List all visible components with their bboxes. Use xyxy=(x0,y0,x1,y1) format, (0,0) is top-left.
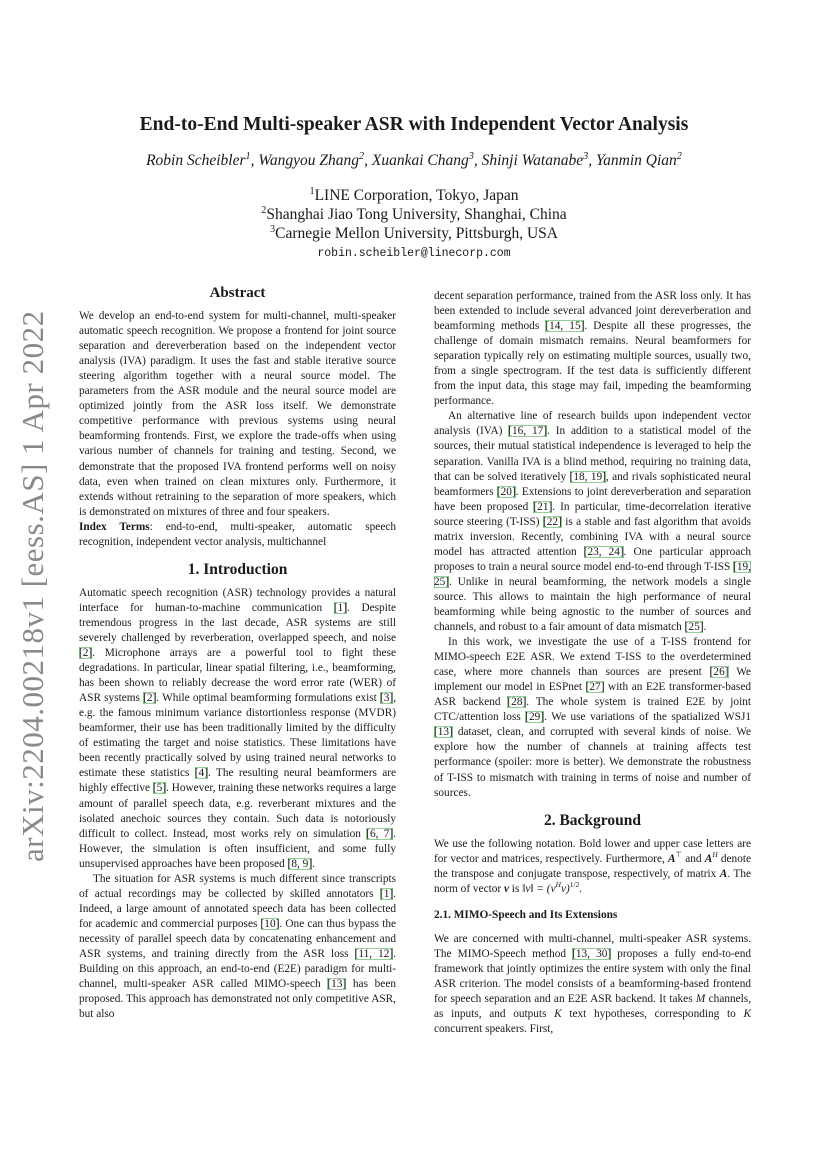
citation-link[interactable]: [16, 17] xyxy=(508,425,548,438)
contact-email: robin.scheibler@linecorp.com xyxy=(317,247,511,260)
citation-link[interactable]: [29] xyxy=(525,711,545,724)
citation-link[interactable]: [25] xyxy=(684,621,704,634)
citation-link[interactable]: [1] xyxy=(333,601,348,614)
author-name: Wangyou Zhang xyxy=(258,152,360,169)
subsection-heading-mimo-speech: 2.1. MIMO-Speech and Its Extensions xyxy=(434,908,618,921)
affiliation-line: $^3$Carnegie Mellon University, Pittsburgh, USA xyxy=(270,223,558,242)
citation-link[interactable]: [10] xyxy=(260,917,280,930)
right-column xyxy=(434,289,751,1037)
citation-link[interactable]: [4] xyxy=(194,767,208,780)
citation-link[interactable]: [27] xyxy=(585,681,605,694)
citation-link[interactable]: [5] xyxy=(152,782,167,795)
intro-paragraph-2: The situation for ASR systems is much different since transcripts of actual recordings may be collected by skilled annotators [1]. Indeed, a large amount of annotated speech data has been collected for academic and commercial purposes [10]. One can thus bypass the necessity of parallel speech data by concatenating enhancement and ASR systems, and training directly from the ASR loss [11, 12]. Building on this approach, an end-to-end (E2E) paradigm for multi-channel, multi-speaker ASR called MIMO-speech [13] has been proposed. This approach has demonstrated not only competitive ASR, but also xyxy=(79,872,397,1021)
citation-link[interactable]: [21] xyxy=(533,500,553,513)
citation-link[interactable]: [18, 19] xyxy=(569,470,606,483)
citation-link[interactable]: [23, 24] xyxy=(583,545,624,558)
section-heading-background: 2. Background xyxy=(543,811,642,829)
author-name: Robin Scheibler xyxy=(146,152,246,169)
author-name: Shinji Watanabe xyxy=(481,152,584,169)
author-affiliation-mark: 2 xyxy=(676,150,682,162)
index-terms xyxy=(79,520,396,550)
citation-link[interactable]: [26] xyxy=(709,666,729,679)
author-name: Xuankai Chang xyxy=(371,152,469,169)
arxiv-sidebar-stamp: arXiv:2204.00218v1 [eess.AS] 1 Apr 2022 xyxy=(15,310,50,862)
author-affiliation-mark: 2 xyxy=(359,150,365,162)
citation-link[interactable]: [13] xyxy=(327,978,347,991)
index-terms-list: : end-to-end, multi-speaker, automatic speech recognition, independent vector analysis, multichannel xyxy=(79,520,396,548)
intro-paragraph-1: Automatic speech recognition (ASR) technology provides a natural interface for human-to-machine communication [1]. Despite tremendous progress in the last decade, ASR systems are still severely challenged by reverberation, overlapped speech, and noise [2]. Microphone arrays are a powerful tool to fight these degradations. In particular, linear spatial filtering, i.e., beamforming, has been shown to reliably decrease the word error rate (WER) of ASR systems [2]. While optimal beamforming formulations exist [3], e.g. the famous minimum variance distortionless response (MVDR) beamformer, their use has been traditionally limited by the difficulty of estimating the target and noise statistics. These limitations have been recently practically solved by using trained neural networks to estimate these statistics [4]. The resulting neural beamformers are highly effective [5]. However, training these networks requires a large amount of parallel speech data, e.g. reverberant mixtures and the isolated anechoic sources they contain. Such data is notoriously difficult to collect. Instead, most works rely on simulation [6, 7]. However, the simulation is often insufficient, and some fully unsupervised approaches have been proposed [8, 9]. xyxy=(79,586,397,870)
author-list: Robin Scheibler$^1$, Wangyou Zhang$^2$, Xuankai Chang$^3$, Shinji Watanabe$^3$, Yanmin Qian$^2$ xyxy=(146,150,682,169)
intro-paragraph-4: An alternative line of research builds upon independent vector analysis (IVA) [16, 17]. In addition to a statistical model of the sources, their mutual statistical independence is leveraged to help the separation. Vanilla IVA is a blind method, requiring no training data, that can be solved iteratively [18, 19], and rivals sophisticated neural beamformers [20]. Extensions to joint dereverberation and separation have been proposed [21]. In particular, time-decorrelation iterative source steering (T-ISS) [22] is a stable and fast algorithm that avoids matrix inversion. Recently, combining IVA with a neural source model has attracted attention [23, 24]. One particular approach proposes to train a neural source model end-to-end through T-ISS [19, 25]. Unlike in neural beamforming, the network models a single source. This allows to maintain the high performance of neural beamforming while being agnostic to the number of sources and channels, and robust to a fair amount of data mismatch [25]. xyxy=(434,410,751,634)
section-heading-introduction: 1. Introduction xyxy=(187,560,288,578)
citation-link[interactable]: [11, 12] xyxy=(354,947,394,960)
citation-link[interactable]: [2] xyxy=(143,692,157,705)
citation-link[interactable]: [2] xyxy=(79,647,93,660)
abstract-heading: Abstract xyxy=(209,285,266,301)
abstract-body: We develop an end-to-end system for multi-channel, multi-speaker automatic speech recognition. We propose a frontend for joint source separation and dereverberation based on the independent vector analysis (IVA) paradigm. It uses the fast and stable iterative source steering algorithm together with a neural source model. The parameters from the ASR module and the neural source model are optimized jointly from the ASR loss itself. We demonstrate competitive performance with previous systems using neural beamforming frontends. First, we explore the trade-offs when using various number of channels for training and testing. Second, we demonstrate that the proposed IVA frontend performs well on noisy data, even when trained on clean mixtures only. Furthermore, it extends without retraining to the separation of more speakers, which is demonstrated on mixtures of three and four speakers. xyxy=(79,310,396,518)
citation-link[interactable]: [22] xyxy=(542,515,562,528)
left-column xyxy=(79,286,396,1022)
affiliation-list xyxy=(0,186,828,243)
citation-link[interactable]: [20] xyxy=(496,485,516,498)
citation-link[interactable]: [1] xyxy=(379,887,394,900)
citation-link[interactable]: [13] xyxy=(434,726,453,739)
intro-paragraph-3: decent separation performance, trained from the ASR loss only. It has been extended to include several advanced joint dereverberation and beamforming methods [14, 15]. Despite all these progresses, the challenge of domain mismatch remains. Neural beamformers for separation typically rely on estimating multiple sources, usually two, from a single spectrogram. If the test data is sufficiently different from the input data, this stage may fail, impeding the beamforming performance. xyxy=(434,290,751,408)
citation-link[interactable]: [19, 25] xyxy=(434,560,751,588)
index-terms-label: Index Terms xyxy=(79,520,150,533)
citation-link[interactable]: [8, 9] xyxy=(287,857,313,870)
affiliation-line: $^1$LINE Corporation, Tokyo, Japan xyxy=(309,185,519,204)
citation-link[interactable]: [3] xyxy=(380,692,394,705)
citation-link[interactable]: [28] xyxy=(507,696,527,709)
author-affiliation-mark: 3 xyxy=(583,150,589,162)
author-name: Yanmin Qian xyxy=(595,152,677,169)
background-paragraph: We use the following notation. Bold lower and upper case letters are for vector and matrices, respectively. Furthermore, A⊤ and $A^H$ denote the transpose and conjugate transpose, respectively, of matrix A. The norm of vector v is ‖v‖ = $(v^Hv)^{1/2}$. xyxy=(434,837,752,895)
citation-link[interactable]: [6, 7] xyxy=(366,827,394,840)
author-affiliation-mark: 1 xyxy=(245,150,251,162)
mimo-speech-paragraph: We are concerned with multi-channel, multi-speaker ASR systems. The MIMO-Speech method [13, 30] proposes a fully end-to-end framework that jointly optimizes the entire system with only the final ASR criterion. The model consists of a beamforming-based frontend for speech separation and an E2E ASR backend. It takes M channels, as inputs, and outputs K text hypotheses, corresponding to K concurrent speakers. First, xyxy=(434,932,752,1036)
citation-link[interactable]: [14, 15] xyxy=(545,320,585,333)
author-affiliation-mark: 3 xyxy=(468,150,474,162)
paper-title: End-to-End Multi-speaker ASR with Independent Vector Analysis xyxy=(139,114,689,135)
affiliation-line: $^2$Shanghai Jiao Tong University, Shanghai, China xyxy=(261,204,567,223)
citation-link[interactable]: [13, 30] xyxy=(572,947,612,960)
intro-paragraph-5: In this work, we investigate the use of a T-ISS frontend for MIMO-speech E2E ASR. We extend T-ISS to the overdetermined case, where more channels than sources are present [26] We implement our model in ESPnet [27] with an E2E transformer-based ASR backend [28]. The whole system is trained E2E by joint CTC/attention loss [29]. We use variations of the spatialized WSJ1 [13] dataset, clean, and corrupted with several kinds of noise. We explore how the number of channels at training affects test performance (spoiler: more is better). We demonstrate the robustness of T-ISS to mismatch with training in terms of noise and number of sources. xyxy=(434,636,751,799)
